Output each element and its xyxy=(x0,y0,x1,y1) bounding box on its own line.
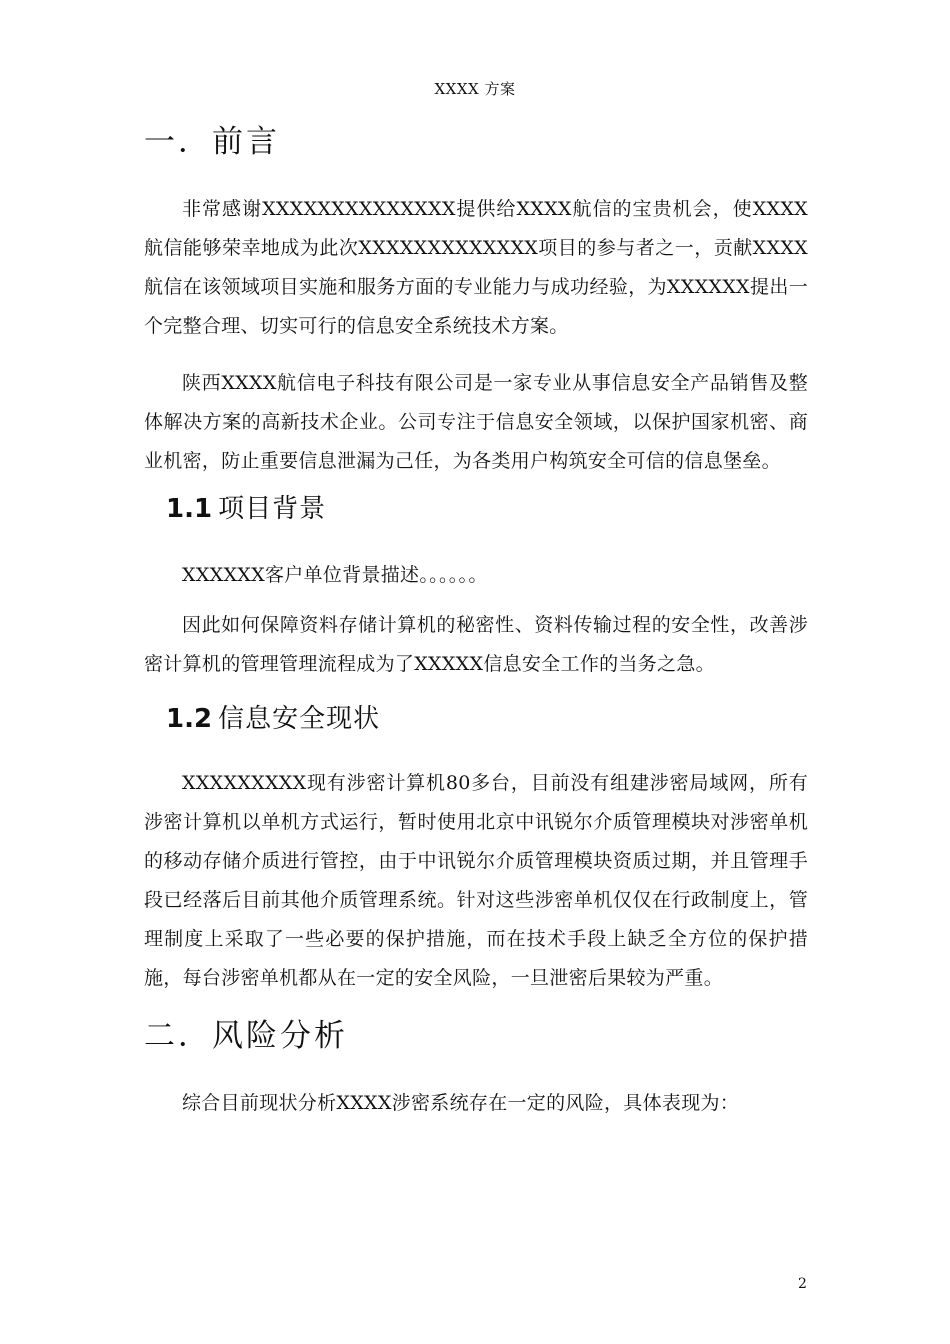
page-header: XXXX 方案 xyxy=(434,80,516,98)
background-paragraph-2: 因此如何保障资料存储计算机的秘密性、资料传输过程的安全性，改善涉密计算机的管理管理流程成为了XXXXX信息安全工作的当务之急。 xyxy=(144,614,808,675)
subsection-number: 1.1 xyxy=(166,494,213,524)
background-paragraph-1: XXXXXX客户单位背景描述。。。。。。 xyxy=(182,564,488,586)
subsection-label: 信息安全现状 xyxy=(218,704,381,734)
subsection-title-background xyxy=(166,488,326,525)
subsection-label: 项目背景 xyxy=(218,494,327,524)
intro-paragraph-2: 陕西XXXX航信电子科技有限公司是一家专业从事信息安全产品销售及整体解决方案的高新技术企业。公司专注于信息安全领域，以保护国家机密、商业机密，防止重要信息泄漏为己任，为各类用户构筑安全可信的信息堡垒。 xyxy=(144,372,808,472)
intro-paragraph-1: 非常感谢XXXXXXXXXXXXXX提供给XXXX航信的宝贵机会，使XXXX航信能够荣幸地成为此次XXXXXXXXXXXXX项目的参与者之一，贡献XXXX航信在该领域项目实施和服务方面的专业能力与成功经验，为XXXXXX提出一个完整合理、切实可行的信息安全系统技术方案。 xyxy=(144,198,808,337)
subsection-number: 1.2 xyxy=(166,704,213,734)
section-title-intro: 一．前言 xyxy=(144,124,280,160)
risk-paragraph-1: 综合目前现状分析XXXX涉密系统存在一定的风险，具体表现为： xyxy=(182,1092,740,1114)
subsection-title-status xyxy=(166,698,380,735)
page-number: 2 xyxy=(798,1276,807,1292)
status-paragraph-1: XXXXXXXXX现有涉密计算机80多台，目前没有组建涉密局域网，所有涉密计算机以单机方式运行，暂时使用北京中讯锐尔介质管理模块对涉密单机的移动存储介质进行管控，由于中讯锐尔介质管理模块资质过期，并且管理手段已经落后目前其他介质管理系统。针对这些涉密单机仅仅在行政制度上，管理制度上采取了一些必要的保护措施，而在技术手段上缺乏全方位的保护措施，每台涉密单机都从在一定的安全风险，一旦泄密后果较为严重。 xyxy=(144,772,808,989)
section-title-risk: 二．风险分析 xyxy=(144,1018,348,1054)
